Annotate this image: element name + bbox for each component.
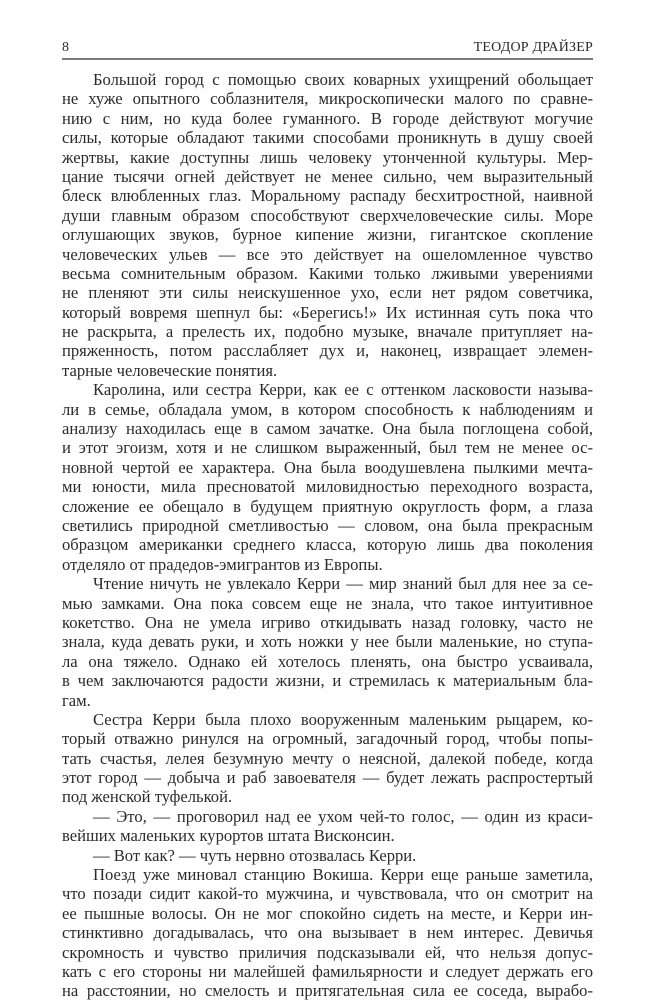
text-line: что позади сидит какой-то мужчина, и чувствовала, что он смотрит на [62, 884, 593, 904]
text-line: Поезд уже миновал станцию Вокиша. Керри еще раньше заметила, [93, 865, 593, 885]
text-line: не раскрыта, а прелесть их, подобно музыке, вначале притупляет на- [62, 322, 593, 342]
paragraph [62, 380, 593, 574]
text-line: не пленяют эти силы неискушенное ухо, если нет рядом советчика, [62, 283, 593, 303]
paragraph [62, 846, 593, 865]
text-line: нию с ним, но куда более гуманного. В городе действуют могучие [62, 108, 593, 128]
text-line: — Вот как? — чуть нервно отозвалась Керри. [93, 845, 417, 865]
text-line: тарные человеческие понятия. [62, 360, 278, 380]
text-line: тать счастья, лелея безумную мечту о неясной, далекой победе, когда [62, 748, 593, 768]
text-line: оглушающих звуков, бурное кипение жизни, гигантское скопление [62, 225, 593, 245]
text-line: анализу находилась еще в самом зачатке. Она была поглощена собой, [62, 419, 593, 439]
text-line: светились природной сметливостью — словом, она была прекрасным [62, 515, 593, 535]
text-line: ла она тяжело. Однако ей хотелось пленять, она быстро усваивала, [62, 651, 593, 671]
text-line: стинктивно догадывалась, что она вызывает в нем интерес. Девичья [62, 923, 593, 943]
paragraph [62, 574, 593, 710]
text-line: вейших маленьких курортов штата Висконсин. [62, 826, 395, 846]
text-line: не хуже опытного соблазнителя, микроскопически малого по сравне- [62, 89, 593, 109]
paragraph [62, 865, 593, 1001]
text-line: ми юности, мила пресноватой миловидностью переходного возраста, [62, 477, 593, 497]
text-line: ее пышные волосы. Он не мог спокойно сидеть на месте, и Керри ин- [62, 903, 593, 923]
text-line: в чем заключаются радости жизни, и стремилась к материальным бла- [62, 671, 593, 691]
text-line: силы, которые обладают такими способами проникнуть в душу своей [62, 128, 593, 148]
text-line: человеческих ульев — все это действует на ошеломленное чувство [62, 244, 593, 264]
text-line: гам. [62, 690, 91, 710]
text-line: Чтение ничуть не увлекало Керри — мир знаний был для нее за се- [93, 574, 593, 594]
text-line: образцом американки среднего класса, которую лишь два поколения [62, 535, 593, 555]
text-line: знала, куда девать руки, и хоть ножки у нее были маленькие, но ступа- [62, 632, 593, 652]
text-line: мью замками. Она пока совсем еще не знала, что такое интуитивное [62, 593, 593, 613]
text-line: цание тысячи огней действует не менее сильно, чем выразительный [62, 166, 593, 186]
text-line: сложение ее обещало в будущем приятную округлость форм, а глаза [62, 496, 593, 516]
page-number: 8 [62, 40, 69, 55]
text-line: скромность и чувство приличия подсказывали ей, что нельзя допус- [62, 942, 593, 962]
body-text [62, 70, 593, 1001]
text-line: ли в семье, обладала умом, в котором способность к наблюдениям и [62, 399, 593, 419]
paragraph [62, 710, 593, 807]
running-title: ТЕОДОР ДРАЙЗЕР [473, 40, 593, 55]
paragraph [62, 70, 593, 380]
text-line: жертвы, какие доступны лишь человеку утонченной культуры. Мер- [62, 147, 593, 167]
paragraph [62, 807, 593, 846]
text-line: и этот эгоизм, хотя и не слишком выраженный, был тем не менее ос- [62, 438, 593, 458]
text-line: кокетство. Она не умела игриво откидывать назад головку, часто не [62, 612, 593, 632]
text-line: под женской туфелькой. [62, 787, 233, 807]
text-line: — Это, — проговорил над ее ухом чей-то голос, — один из краси- [93, 806, 593, 826]
text-line: пряженность, потом расслабляет дух и, наконец, извращает элемен- [62, 341, 593, 361]
text-line: кать с его стороны ни малейшей фамильярности и следует держать его [62, 961, 593, 981]
text-line: Сестра Керри была плохо вооруженным маленьким рыцарем, ко- [93, 709, 593, 729]
text-line: торый отважно ринулся на огромный, загадочный город, чтобы попы- [62, 729, 593, 749]
text-line: отделяло от прадедов-эмигрантов из Европы. [62, 554, 383, 574]
text-line: Большой город с помощью своих коварных ухищрений обольщает [93, 70, 593, 89]
text-line: Каролина, или сестра Керри, как ее с оттенком ласковости называ- [93, 380, 593, 400]
text-line: который вовремя шепнул бы: «Берегись!» Их истинная суть пока что [62, 302, 593, 322]
text-line: весьма сомнительным образом. Какими только лживыми уверениями [62, 263, 593, 283]
text-line: этот город — добыча и раб завоевателя — будет лежать распростертый [62, 768, 593, 788]
text-line: новной чертой ее характера. Она была воодушевлена пылкими мечта- [62, 457, 593, 477]
text-line: блеск влюбленных глаз. Моральному распаду бесхитростной, наивной [62, 186, 593, 206]
running-header [62, 38, 593, 60]
text-line: на расстоянии, но смелость и притягательная сила ее соседа, вырабо- [62, 981, 593, 1001]
text-line: души главным образом способствуют сверхчеловеческие силы. Море [62, 205, 593, 225]
